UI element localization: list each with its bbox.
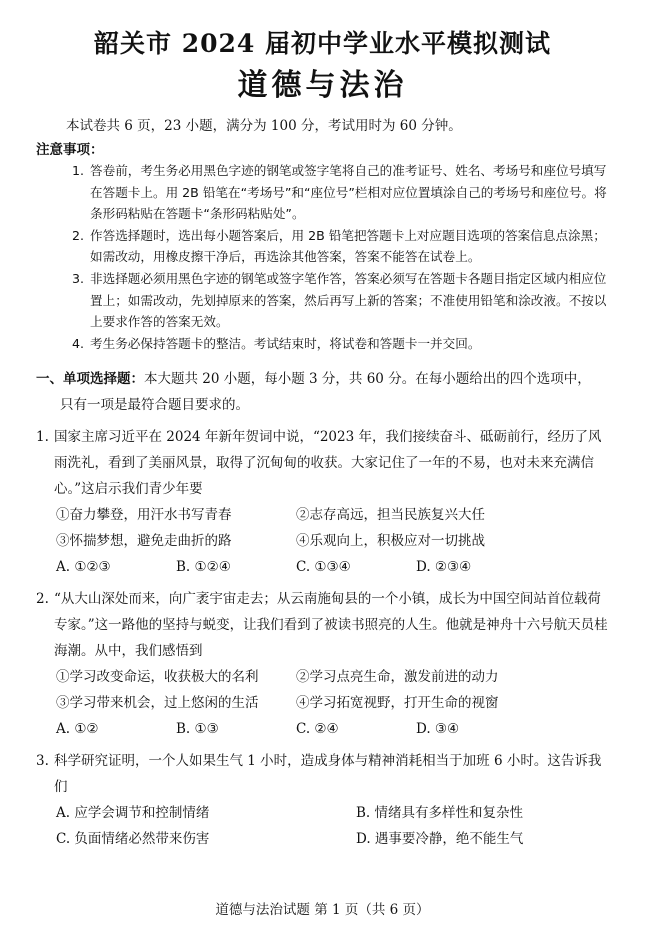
- choice-list: [36, 554, 609, 580]
- notes-heading: 注意事项：: [36, 142, 104, 158]
- section-heading: 一、单项选择题：: [36, 371, 144, 388]
- section-instructions-cont: 只有一项是最符合题目要求的。: [60, 397, 249, 414]
- choice-c: C. ②④: [296, 721, 339, 738]
- note-number: 3.: [72, 270, 85, 286]
- statement-list: [36, 664, 609, 716]
- statement: ④乐观向上，积极应对一切挑战: [296, 533, 485, 550]
- choice-b: B. 情绪具有多样性和复杂性: [356, 805, 524, 822]
- question-number: 3.: [36, 753, 49, 770]
- statement: ③学习带来机会，过上悠闲的生活: [56, 695, 259, 712]
- note-text: 答卷前，考生务必用黑色字迹的钢笔或签字笔将自己的准考证号、姓名、考场号和座位号填写在答题卡上。用 2B 铅笔在“考场号”和“座位号”栏相对应位置填涂自己的考场号和座位号。将条形码粘贴在答题卡“条形码粘贴处”。: [90, 163, 607, 222]
- question-2: [36, 586, 609, 742]
- statement: ①奋力攀登，用汗水书写青春: [56, 507, 232, 524]
- note-item: [36, 160, 609, 225]
- section-instructions: 本大题共 20 小题，每小题 3 分，共 60 分。在每小题给出的四个选项中，: [144, 371, 591, 388]
- note-text: 非选择题必须用黑色字迹的钢笔或签字笔作答，答案必须写在答题卡各题目指定区域内相应位置上；如需改动，先划掉原来的答案，然后再写上新的答案；不准使用铅笔和涂改液。不按以上要求作答的答案无效。: [90, 270, 607, 330]
- note-item: [36, 225, 609, 268]
- choice-a: A. ①②: [56, 721, 99, 738]
- statement: ④学习拓宽视野，打开生命的视窗: [296, 695, 499, 712]
- statement: ③怀揣梦想，避免走曲折的路: [56, 533, 232, 550]
- notes-list: [36, 160, 609, 354]
- exam-page: [0, 28, 645, 939]
- question-stem: 国家主席习近平在 2024 年新年贺词中说，“2023 年，我们接续奋斗、砥砺前行，经历了风雨洗礼，看到了美丽风景，取得了沉甸甸的收获。大家记住了一年的不易，也对未来充满信心。”这启示我们青少年要: [54, 429, 602, 498]
- choice-list: [36, 800, 609, 852]
- section-one: [36, 366, 609, 418]
- note-number: 2.: [72, 227, 85, 243]
- exam-title: 韶关市 2024 届初中学业水平模拟测试: [94, 29, 551, 58]
- choice-c: C. 负面情绪必然带来伤害: [56, 831, 210, 848]
- note-item: [36, 333, 609, 355]
- choice-d: D. ③④: [416, 721, 460, 738]
- question-stem: “从大山深处而来，向广袤宇宙走去；从云南施甸县的一个小镇，成长为中国空间站首位载荷专家。”这一路他的坚持与蜕变，让我们看到了被读书照亮的人生。他就是神舟十六号航天员桂海潮。从中，我们感悟到: [54, 591, 608, 660]
- question-1: [36, 424, 609, 580]
- choice-a: A. 应学会调节和控制情绪: [56, 805, 210, 822]
- choice-d: D. ②③④: [416, 559, 472, 576]
- choice-b: B. ①②④: [176, 559, 231, 576]
- statement: ②学习点亮生命，激发前进的动力: [296, 669, 499, 686]
- question-number: 2.: [36, 591, 49, 608]
- note-number: 4.: [72, 335, 85, 351]
- exam-intro: 本试卷共 6 页，23 小题，满分为 100 分，考试用时为 60 分钟。: [66, 118, 462, 134]
- choice-b: B. ①③: [176, 721, 219, 738]
- note-number: 1.: [72, 163, 85, 178]
- statement-list: [36, 502, 609, 554]
- note-item: [36, 268, 609, 333]
- choice-c: C. ①③④: [296, 559, 351, 576]
- question-stem: 科学研究证明，一个人如果生气 1 小时，造成身体与精神消耗相当于加班 6 小时。这告诉我们: [54, 753, 602, 796]
- question-3: [36, 748, 609, 852]
- note-text: 作答选择题时，选出每小题答案后，用 2B 铅笔把答题卡上对应题目选项的答案信息点涂黑；如需改动，用橡皮擦干净后，再选涂其他答案，答案不能答在试卷上。: [90, 227, 606, 265]
- page-footer: 道德与法治试题 第 1 页（共 6 页）: [215, 902, 430, 918]
- statement: ①学习改变命运，收获极大的名利: [56, 669, 259, 686]
- question-number: 1.: [36, 429, 49, 446]
- choice-list: [36, 716, 609, 742]
- note-text: 考生务必保持答题卡的整洁。考试结束时，将试卷和答题卡一并交回。: [90, 335, 481, 351]
- statement: ②志存高远，担当民族复兴大任: [296, 507, 485, 524]
- choice-a: A. ①②③: [56, 559, 111, 576]
- choice-d: D. 遇事要冷静，绝不能生气: [356, 831, 524, 848]
- subject-title: 道德与法治: [237, 68, 408, 103]
